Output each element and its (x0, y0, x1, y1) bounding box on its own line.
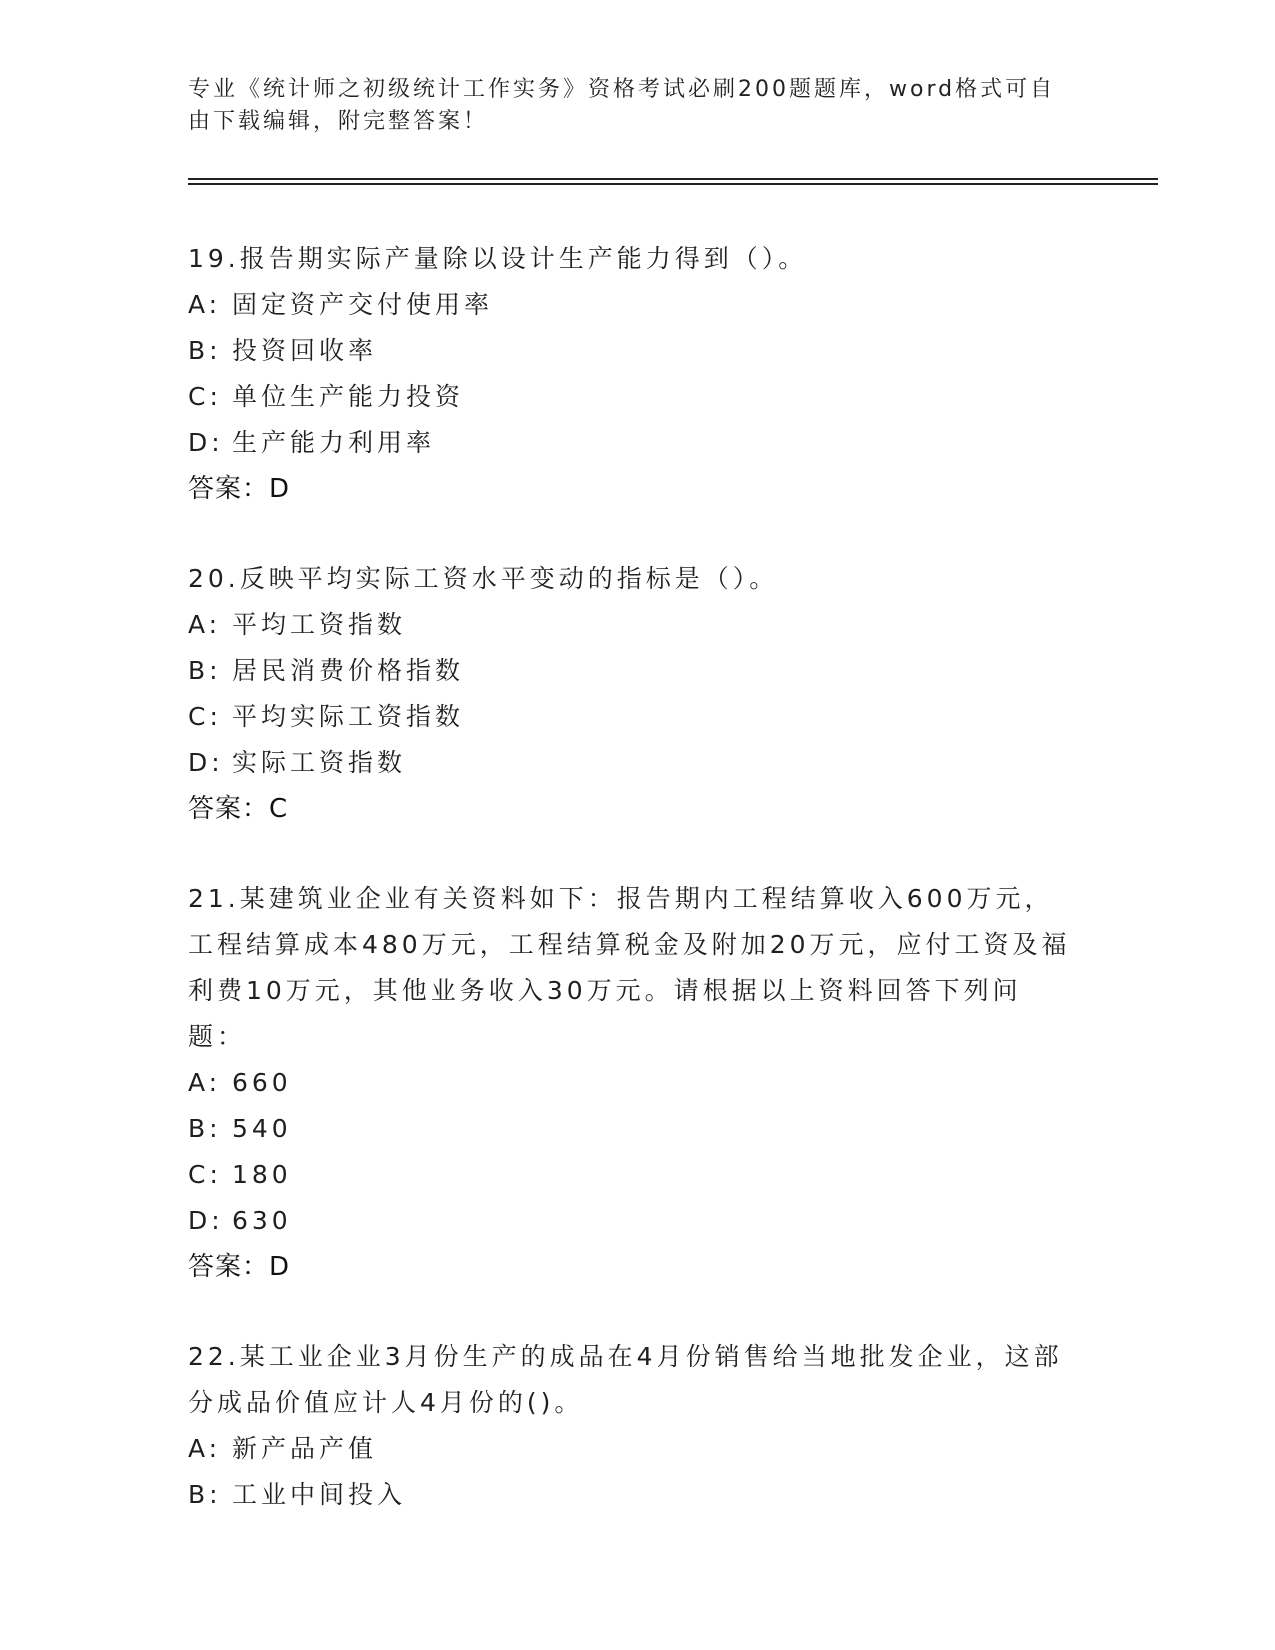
option-key: A: (188, 290, 222, 319)
option-text: 工业中间投入 (232, 1480, 407, 1509)
option-key: D: (188, 1206, 224, 1235)
option-key: C: (188, 702, 222, 731)
option-key: D: (188, 428, 224, 457)
option-key: A: (188, 610, 222, 639)
answer-line: 答案：C (188, 794, 289, 824)
option-key: C: (188, 1160, 222, 1189)
option-text: 固定资产交付使用率 (232, 290, 494, 319)
option-text: 单位生产能力投资 (232, 382, 465, 411)
option-b (188, 328, 1078, 374)
option-text: 540 (232, 1114, 292, 1143)
question-22 (188, 1334, 1078, 1518)
question-21 (188, 876, 1078, 1290)
option-d (188, 420, 1078, 466)
option-a (188, 282, 1078, 328)
question-19 (188, 236, 1078, 512)
question-stem: 22.某工业企业3月份生产的成品在4月份销售给当地批发企业，这部分成品价值应计人4月份的()。 (188, 1342, 1063, 1417)
question-20 (188, 556, 1078, 832)
option-key: A: (188, 1068, 222, 1097)
option-key: B: (188, 336, 222, 365)
answer-line: 答案：D (188, 474, 291, 504)
option-text: 投资回收率 (232, 336, 378, 365)
option-text: 新产品产值 (232, 1434, 378, 1463)
option-c (188, 694, 1078, 740)
option-d (188, 1198, 1078, 1244)
header-divider-bottom (188, 183, 1158, 185)
option-text: 660 (232, 1068, 292, 1097)
option-text: 平均工资指数 (232, 610, 407, 639)
option-key: B: (188, 1114, 222, 1143)
question-stem: 20.反映平均实际工资水平变动的指标是（）。 (188, 564, 779, 593)
question-stem: 19.报告期实际产量除以设计生产能力得到（）。 (188, 244, 808, 273)
option-key: D: (188, 748, 224, 777)
question-list (188, 236, 1078, 1562)
option-key: C: (188, 382, 222, 411)
option-text: 平均实际工资指数 (232, 702, 465, 731)
option-a (188, 1426, 1078, 1472)
option-d (188, 740, 1078, 786)
option-b (188, 1472, 1078, 1518)
option-c (188, 1152, 1078, 1198)
option-text: 实际工资指数 (232, 748, 407, 777)
option-text: 生产能力利用率 (232, 428, 436, 457)
answer-line: 答案：D (188, 1252, 291, 1282)
question-stem: 21.某建筑业企业有关资料如下：报告期内工程结算收入600万元，工程结算成本480万元，工程结算税金及附加20万元，应付工资及福利费10万元，其他业务收入30万元。请根据以上资料回答下列问题： (188, 884, 1071, 1051)
header-divider-top (188, 178, 1158, 180)
option-text: 居民消费价格指数 (232, 656, 465, 685)
document-header: 专业《统计师之初级统计工作实务》资格考试必刷200题题库，word格式可自由下载编辑，附完整答案！ (188, 77, 1056, 134)
option-text: 180 (232, 1160, 292, 1189)
option-a (188, 602, 1078, 648)
option-b (188, 1106, 1078, 1152)
option-c (188, 374, 1078, 420)
option-key: B: (188, 1480, 222, 1509)
option-b (188, 648, 1078, 694)
option-key: B: (188, 656, 222, 685)
option-a (188, 1060, 1078, 1106)
option-text: 630 (232, 1206, 292, 1235)
option-key: A: (188, 1434, 222, 1463)
